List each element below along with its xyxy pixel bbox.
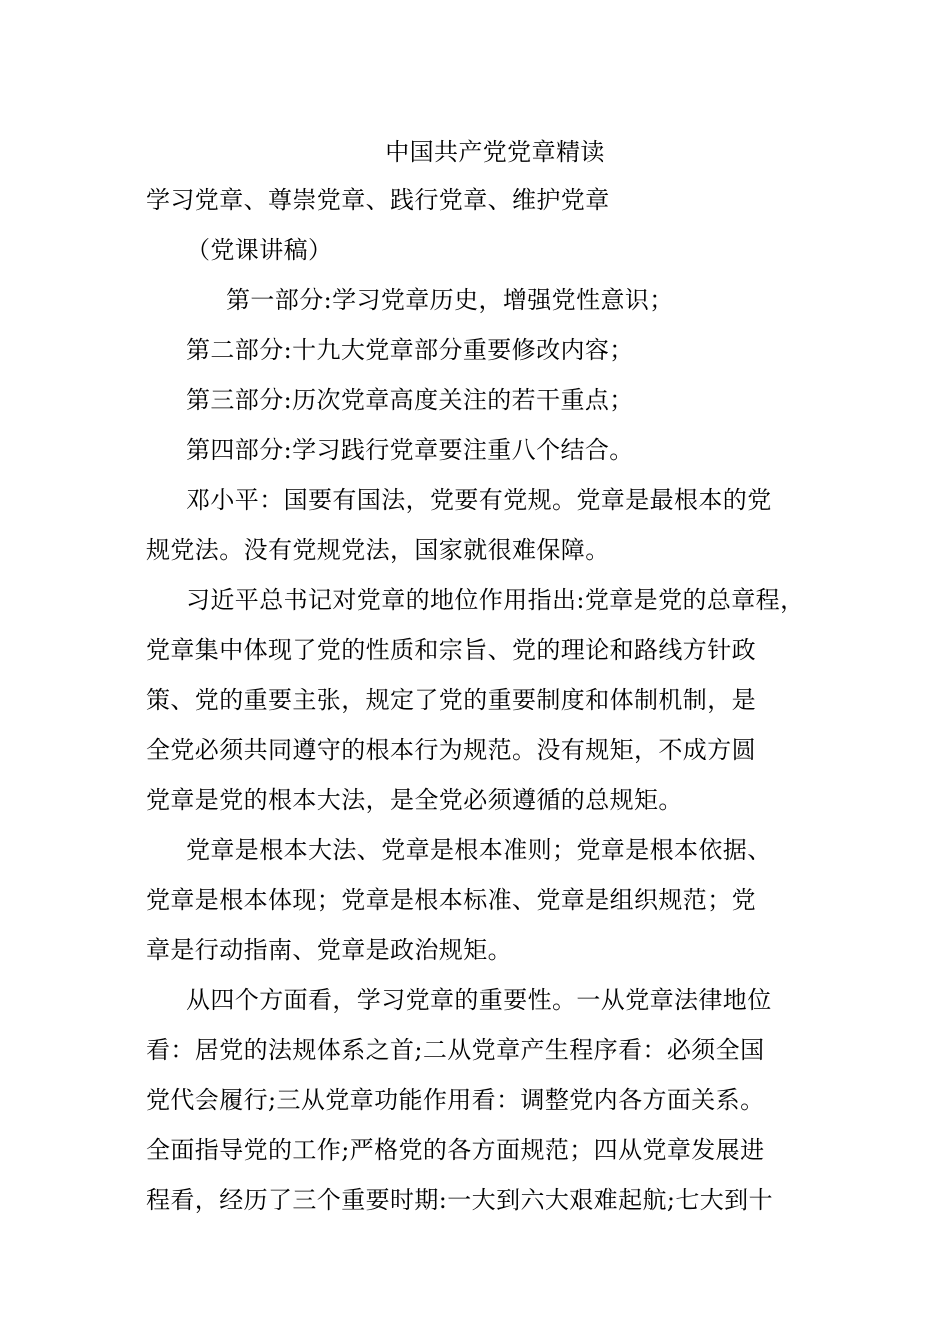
document-note: （党课讲稿） [186,236,333,264]
outline-item: 第一部分:学习党章历史，增强党性意识； [226,286,674,314]
paragraph-line: 邓小平：国要有国法，党要有党规。党章是最根本的党 [186,486,772,514]
paragraph-line: 全党必须共同遵守的根本行为规范。没有规矩，不成方圆 [146,736,756,764]
paragraph-line: 党章集中体现了党的性质和宗旨、党的理论和路线方针政 [146,636,756,664]
paragraph-line: 策、党的重要主张，规定了党的重要制度和体制机制，是 [146,686,756,714]
paragraph-line: 全面指导党的工作;严格党的各方面规范；四从党章发展进 [146,1136,765,1164]
paragraph-line: 看：居党的法规体系之首;二从党章产生程序看：必须全国 [146,1036,765,1064]
paragraph-line: 规党法。没有党规党法，国家就很难保障。 [146,536,610,564]
outline-item: 第四部分:学习践行党章要注重八个结合。 [186,436,634,464]
document-subtitle: 学习党章、尊崇党章、践行党章、维护党章 [146,186,610,214]
paragraph-line: 章是行动指南、党章是政治规矩。 [146,936,512,964]
paragraph-line: 程看，经历了三个重要时期:一大到六大艰难起航;七大到十 [146,1186,773,1214]
paragraph-line: 习近平总书记对党章的地位作用指出:党章是党的总章程， [186,586,805,614]
outline-item: 第三部分:历次党章高度关注的若干重点； [186,386,634,414]
paragraph-line: 党代会履行;三从党章功能作用看：调整党内各方面关系。 [146,1086,765,1114]
outline-item: 第二部分:十九大党章部分重要修改内容； [186,336,634,364]
paragraph-line: 党章是根本体现；党章是根本标准、党章是组织规范；党 [146,886,756,914]
paragraph-line: 党章是根本大法、党章是根本准则；党章是根本依据、 [186,836,772,864]
paragraph-line: 党章是党的根本大法，是全党必须遵循的总规矩。 [146,786,683,814]
paragraph-line: 从四个方面看，学习党章的重要性。一从党章法律地位 [186,986,772,1014]
document-title: 中国共产党党章精读 [385,138,605,166]
